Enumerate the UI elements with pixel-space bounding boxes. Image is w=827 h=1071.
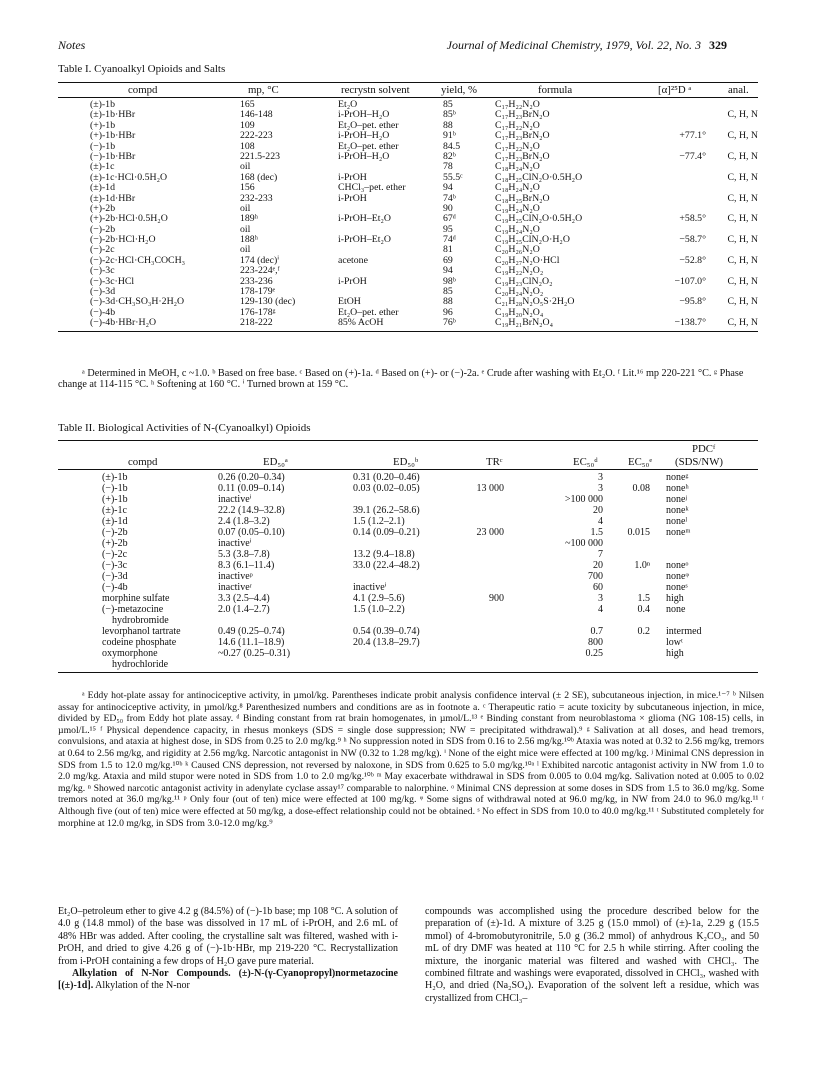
table-cell: C₁₉H₂₄N₂O [495, 223, 540, 235]
table-cell: (+)-1b [102, 494, 128, 505]
table-cell: noneᵒ [666, 560, 689, 571]
table2-header-cell: (SDS/NW) [675, 456, 723, 468]
table-row [58, 604, 758, 615]
table-row [58, 235, 758, 245]
table-cell: (−)-2c [90, 244, 115, 256]
page-number: 329 [709, 38, 727, 52]
table-cell: 0.49 (0.25–0.74) [218, 626, 285, 637]
table-cell: 0.11 (0.09–0.14) [218, 483, 285, 494]
table-row [58, 483, 758, 494]
table-cell: 78 [443, 161, 453, 173]
table-cell: 88 [443, 296, 453, 308]
table-cell: (−)-3c·HCl [90, 275, 135, 287]
table-cell: 67ᵈ [443, 213, 456, 225]
table-cell: 174 (dec)ⁱ [240, 254, 280, 266]
table-cell: noneˢ [666, 582, 688, 593]
table-cell: noneᵏ [666, 505, 689, 516]
table-cell: 33.0 (22.4–48.2) [353, 560, 420, 571]
table-cell: 233-236 [240, 275, 273, 287]
table-cell: C, H, N [727, 130, 758, 142]
table-cell: C₁₈H₂₄N₂O [495, 161, 540, 173]
table-cell: 1.5 [590, 527, 603, 538]
table-cell: (+)-1b [90, 119, 116, 131]
table-row [58, 152, 758, 162]
table-cell: Et₂O–pet. ether [338, 306, 399, 318]
table-cell: 3.3 (2.5–4.4) [218, 593, 270, 604]
table-cell: 94 [443, 265, 453, 277]
table-cell: 91ᵇ [443, 130, 456, 142]
table-cell: 0.03 (0.02–0.05) [353, 483, 420, 494]
table-cell: i-PrOH [338, 275, 367, 287]
table-row [58, 472, 758, 483]
table-cell: (±)-1c [90, 161, 115, 173]
table-cell: 7 [598, 549, 603, 560]
table-cell: 189ʰ [240, 213, 258, 225]
table-cell: noneʰ [666, 483, 689, 494]
body-text: Alkylation of the N-nor [95, 980, 190, 992]
table-cell: 4.1 (2.9–5.6) [353, 593, 405, 604]
table-row [58, 308, 758, 318]
table-cell: −52.8° [679, 254, 706, 266]
table-cell: (−)-3c [90, 265, 115, 277]
table-cell: C₁₉H₂₁BrN₂O₄ [495, 317, 554, 329]
table-cell: 4 [598, 516, 603, 527]
table-cell: (−)-4b [102, 582, 128, 593]
table-cell: 5.3 (3.8–7.8) [218, 549, 270, 560]
table-cell: 1.0ⁿ [634, 560, 650, 571]
table-row [58, 615, 758, 626]
table2-title: Table II. Biological Activities of N-(Cyanoalkyl) Opioids [58, 422, 311, 434]
table-cell: oil [240, 244, 251, 256]
table-cell: C₁₈H₂₅ClN₂O·0.5H₂O [495, 171, 583, 183]
table-cell: (−)-2b [102, 527, 128, 538]
table-cell: 109 [240, 119, 255, 131]
table-cell: C, H, N [727, 254, 758, 266]
journal-name: Journal of Medicinal Chemistry, 1979, Vol. 22, No. 3 [446, 38, 701, 52]
table-cell: (±)-1b [102, 472, 128, 483]
table-cell: −58.7° [679, 234, 706, 246]
table-cell: i-PrOH–H₂O [338, 109, 390, 121]
table-cell: +77.1° [679, 130, 706, 142]
table1-footnote: ᵃ Determined in MeOH, c ~1.0. ᵇ Based on free base. ᶜ Based on (+)-1a. ᵈ Based on (+)- or (−)-2a. ᵉ Crude after washing with Et₂O. ᶠ Lit.¹⁶ mp 220-221 °C. ᵍ Phase change at 114-115 °C. ʰ Softening at 160 °C. ⁱ Turned brown at 159 °C. [58, 368, 744, 390]
table-row [58, 549, 758, 560]
table-cell: 0.54 (0.39–0.74) [353, 626, 420, 637]
table-cell: 900 [489, 593, 504, 604]
table-row [58, 648, 758, 659]
table-cell: C₁₉H₂₅ClN₂O·H₂O [495, 234, 570, 246]
table-cell: (−)-4b [90, 306, 116, 318]
table-row [58, 505, 758, 516]
table-row [58, 560, 758, 571]
table1-header-cell: compd [128, 84, 158, 96]
table-row [58, 637, 758, 648]
table-cell: 20 [593, 505, 603, 516]
table2 [58, 440, 758, 673]
table-cell: i-PrOH [338, 171, 367, 183]
table2-header-cell: TRᶜ [486, 456, 503, 468]
table-row [58, 277, 758, 287]
table-cell: 0.7 [590, 626, 603, 637]
table-cell: 95 [443, 223, 453, 235]
table2-header-cell: PDCᶠ [692, 443, 716, 455]
table-cell: 13 000 [476, 483, 504, 494]
table-cell: C₁₉H₂₀N₂O₄ [495, 306, 544, 318]
table-cell: C₁₇H₂₃BrN₂O [495, 150, 550, 162]
table-row [58, 318, 758, 328]
table-cell: i-PrOH [338, 192, 367, 204]
table-cell: 800 [588, 637, 603, 648]
body-right-column [425, 906, 759, 1005]
table-cell: oil [240, 223, 251, 235]
table-cell: 85 [443, 99, 453, 110]
table1-header-cell: yield, % [441, 84, 477, 96]
table1-body [58, 98, 758, 332]
table-cell: 0.07 (0.05–0.10) [218, 527, 285, 538]
table-cell: C, H, N [727, 192, 758, 204]
table-cell: C, H, N [727, 171, 758, 183]
table-cell: C, H, N [727, 317, 758, 329]
table-row [58, 194, 758, 204]
table-row [58, 100, 758, 110]
table-cell: i-PrOH–H₂O [338, 130, 390, 142]
table-cell: (−)-1b [90, 140, 116, 152]
table-cell: C₁₉H₂₂N₂O₂ [495, 265, 544, 277]
table-cell: C, H, N [727, 109, 758, 121]
table-cell: noneᵍ [666, 472, 689, 483]
table-cell: (−)-3d·CH₃SO₃H·2H₂O [90, 296, 185, 308]
table-cell: (±)-1c [102, 505, 127, 516]
table-cell: 0.14 (0.09–0.21) [353, 527, 420, 538]
table-cell: −107.0° [674, 275, 706, 287]
table2-header-cell: ED₅₀ᵇ [393, 456, 419, 468]
table-cell: 76ᵇ [443, 317, 456, 329]
table-cell: C₁₇H₂₂N₂O [495, 99, 540, 110]
table-cell: 0.2 [637, 626, 650, 637]
table-cell: i-PrOH–Et₂O [338, 234, 391, 246]
table-cell: noneʲ [666, 494, 687, 505]
table-cell: acetone [338, 254, 368, 266]
table-cell: (±)-1d [102, 516, 128, 527]
table-row [58, 110, 758, 120]
table-cell: C₁₇H₂₂N₂O [495, 140, 540, 152]
table-cell: CHCl₃–pet. ether [338, 182, 406, 194]
table-cell: 2.0 (1.4–2.7) [218, 604, 270, 615]
table-cell: 0.26 (0.20–0.34) [218, 472, 285, 483]
table2-header-cell: ED₅₀ᵃ [263, 456, 288, 468]
table-cell: 156 [240, 182, 255, 194]
table-cell: >100 000 [564, 494, 603, 505]
table-cell: high [666, 593, 684, 604]
table-cell: C₁₇H₂₂N₂O [495, 119, 540, 131]
running-header [58, 38, 727, 53]
section-heading: Alkylation of N-Nor Compounds. (±)-N-(γ-Cyanopropyl)normetazocine [(±)-1d]. [58, 968, 398, 992]
table-cell: C₁₉H₂₅ClN₂O·0.5H₂O [495, 213, 583, 225]
table1-header-row [58, 83, 758, 98]
table-cell: 176-178ᵍ [240, 306, 276, 318]
table2-footnote: ᵃ Eddy hot-plate assay for antinociceptive activity, in µmol/kg. Parentheses indicate probit analysis confidence interval (± 2 SE), subcutaneous injection, in mice.¹⁻⁷ ᵇ Nilsen assay for antinociceptive activity, in µmol/kg.⁸ Parenthesized numbers and conditions are as in footnote a. ᶜ Therapeutic ratio = acute toxicity by subcutaneous injection, in mice, divided by ED₅₀ from Eddy hot plate assay. ᵈ Binding constant from rat brain homogenates, in µmol/L.¹³ ᵉ Binding constant from neuroblastoma × glioma (NG 108-15) cells, in µmol/L.¹⁵ ᶠ Physical dependence capacity, in rhesus monkeys (SDS = single dose suppression; NW = precipitated withdrawal).⁹ ᵍ Salivation at all doses, and head tremors, convulsions, and ataxia at highest dose, in SDS from 0.25 to 2.0 mg/kg.⁹ ʰ No suppression noted in SDS from 0.16 to 2.56 mg/kg.¹⁰ᵇ Ataxia was noted at 0.32 to 2.56 mg/kg, tremors at 0.64 to 2.56 mg/kg, and rigidity at 2.56 mg/kg. Narcotic antagonist in NW (0.32 to 1.28 mg/kg). ⁱ None of the eight mice were effected at 100 mg/kg. ʲ Minimal CNS depression in SDS from 1.5 to 12.0 mg/kg.¹⁰ᵇ ᵏ Caused CNS depression, not reversed by naloxone, in SDS from 0.625 to 5.0 mg/kg.¹⁰ᵃ ˡ Exhibited narcotic antagonist activity in NW from 1.0 to 2.0 mg/kg. Ataxia and mild stupor were noted in SDS from 1.0 to 2.0 mg/kg.¹⁰ᵇ ᵐ May exacerbate withdrawal in SDS from 0.005 to 0.04 mg/kg. Salivation noted at 0.005 to 0.02 mg/kg. ⁿ Showed narcotic antagonist activity in adenylate cyclase assay¹⁷ comparable to nalorphine. ᵒ Minimal CNS depression at some doses in SDS from 1.5 to 36.0 mg/kg. Some tremors noted at 36.0 mg/kg.¹¹ ᵖ Only four (out of ten) mice were effected at 100 mg/kg. ᵠ Some signs of withdrawal noted at 96.0 mg/kg, in NW from 24.0 to 96.0 mg/kg.¹¹ ʳ Although five (out of ten) mice were effected at 50 mg/kg, a dose-effect relationship could not be obtained. ˢ No effect in SDS from 10.0 to 40.0 mg/kg.¹¹ ᵗ Substituted completely for morphine at 12.0 mg/kg, in SDS from 3.0-12.0 mg/kg.⁹ [58, 690, 764, 829]
table-cell: (+)-1b·HBr [90, 130, 136, 142]
body-left-column [58, 906, 398, 993]
table-cell: inactiveᵖ [218, 571, 253, 582]
table-row [58, 121, 758, 131]
table2-header-cell: EC₅₀ᵉ [628, 456, 653, 468]
table-cell: 1.5 (1.0–2.2) [353, 604, 405, 615]
table-cell: (−)-1b [102, 483, 128, 494]
body-paragraph: Et₂O–petroleum ether to give 4.2 g (84.5%) of (−)-1b base; mp 108 °C. A solution of 4.0 g (14.8 mmol) of the base was dissolved in 17 mL of i-PrOH, and 2.6 mL of 48% HBr was added. After cooling, the crystalline salt was filtered, washed with i-PrOH, and dried to give 4.26 g of (−)-1b·HBr, mp 219-220 °C. Recrystallization from i-PrOH containing a few drops of H₂O gave pure material. [58, 906, 398, 967]
table-cell: 8.3 (6.1–11.4) [218, 560, 275, 571]
table-row [58, 582, 758, 593]
table-cell: (+)-2b [90, 202, 116, 214]
table-cell: Et₂O [338, 99, 358, 110]
table-cell: 232-233 [240, 192, 273, 204]
table-cell: morphine sulfate [102, 593, 170, 604]
table-row [58, 593, 758, 604]
table-cell: −95.8° [679, 296, 706, 308]
table-cell: (−)-4b·HBr·H₂O [90, 317, 157, 329]
table-cell: 22.2 (14.9–32.8) [218, 505, 285, 516]
table-cell: 69 [443, 254, 453, 266]
table1-title: Table I. Cyanoalkyl Opioids and Salts [58, 63, 226, 75]
table-cell: (−)-1b·HBr [90, 150, 136, 162]
table-cell: 13.2 (9.4–18.8) [353, 549, 415, 560]
table-cell: −77.4° [679, 150, 706, 162]
table-cell: inactiveⁱ [218, 494, 252, 505]
table-cell: (−)-metazocine [102, 604, 164, 615]
table-cell: high [666, 648, 684, 659]
table-cell: (±)-1b·HBr [90, 109, 136, 121]
table-row [58, 527, 758, 538]
table-cell: (±)-1d [90, 182, 115, 194]
table-cell: C₁₇H₂₃BrN₂O [495, 109, 550, 121]
table-row [58, 297, 758, 307]
table-row [58, 183, 758, 193]
table2-header-cell: EC₅₀ᵈ [573, 456, 598, 468]
table-cell: levorphanol tartrate [102, 626, 181, 637]
table-cell: 223-224ᵉ,ᶠ [240, 265, 280, 277]
table-cell: +58.5° [679, 213, 706, 225]
table-cell: 0.4 [637, 604, 650, 615]
table-cell: 221.5-223 [240, 150, 281, 162]
table-cell: C₂₀H₂₆N₂O [495, 244, 540, 256]
table-cell: (±)-1b [90, 99, 115, 110]
table-cell: Et₂O–pet. ether [338, 140, 399, 152]
table-cell: 188ʰ [240, 234, 258, 246]
table-row [58, 659, 758, 670]
table-cell: C, H, N [727, 275, 758, 287]
table-cell: 3 [598, 483, 603, 494]
table-cell: 88 [443, 119, 453, 131]
table-cell: lowᵗ [666, 637, 683, 648]
table-cell: noneˡ [666, 516, 688, 527]
table-cell: (−)-2c·HCl·CH₃COCH₃ [90, 254, 186, 266]
table-cell: 168 (dec) [240, 171, 278, 183]
table-cell: 14.6 (11.1–18.9) [218, 637, 285, 648]
table-cell: −138.7° [674, 317, 706, 329]
table-cell: C₂₀H₂₇N₂O·HCl [495, 254, 560, 266]
table-cell: C, H, N [727, 296, 758, 308]
table-row [58, 494, 758, 505]
table-cell: 20.4 (13.8–29.7) [353, 637, 420, 648]
table-cell: C₁₈H₂₅BrN₂O [495, 192, 550, 204]
table-cell: 1.5 [637, 593, 650, 604]
table-cell: 0.25 [585, 648, 603, 659]
table-cell: 96 [443, 306, 453, 318]
table-cell: (−)-3d [90, 286, 116, 298]
table-cell: (+)-2b·HCl·0.5H₂O [90, 213, 168, 225]
table1-header-cell: recrystn solvent [341, 84, 410, 96]
table-cell: 20 [593, 560, 603, 571]
table-cell: 84.5 [443, 140, 461, 152]
table-cell: 129-130 (dec) [240, 296, 296, 308]
table-cell: 700 [588, 571, 603, 582]
table-cell: inactiveⁱ [218, 538, 252, 549]
table-cell: 0.015 [627, 527, 650, 538]
table-row [58, 131, 758, 141]
table-cell: 55.5ᶜ [443, 171, 463, 183]
table-cell: ~0.27 (0.25–0.31) [218, 648, 291, 659]
table-cell: oxymorphone [102, 648, 158, 659]
table-cell: 4 [598, 604, 603, 615]
table-cell: C, H, N [727, 213, 758, 225]
table-cell: 85% AcOH [338, 317, 384, 329]
table-cell: hydrochloride [112, 659, 169, 670]
table-row [58, 571, 758, 582]
table-cell: i-PrOH–H₂O [338, 150, 390, 162]
table-cell: 74ᵈ [443, 234, 456, 246]
table-cell: 178-179ᵉ [240, 286, 276, 298]
table-cell: 3 [598, 593, 603, 604]
table-cell: oil [240, 161, 251, 173]
table-cell: 108 [240, 140, 255, 152]
table-cell: (±)-1d·HBr [90, 192, 136, 204]
table-cell: 146-148 [240, 109, 273, 121]
table1-header-cell: anal. [728, 84, 749, 96]
table-cell: C₂₀H₂₄N₂O₂ [495, 286, 544, 298]
table-cell: 0.08 [632, 483, 650, 494]
table-cell: (−)-3d [102, 571, 128, 582]
table-cell: C₁₉H₂₄N₂O [495, 202, 540, 214]
table-cell: 165 [240, 99, 255, 110]
table-cell: (−)-2b [90, 223, 116, 235]
table-cell: 74ᵇ [443, 192, 456, 204]
table-cell: none [666, 604, 686, 615]
table-cell: 23 000 [476, 527, 504, 538]
table-cell: ~100 000 [565, 538, 603, 549]
section-label: Notes [58, 38, 86, 52]
table-cell: 94 [443, 182, 453, 194]
table-row [58, 214, 758, 224]
table-cell: 82ᵇ [443, 150, 456, 162]
table-cell: hydrobromide [112, 615, 169, 626]
table-cell: (−)-3c [102, 560, 128, 571]
table-cell: 1.5 (1.2–2.1) [353, 516, 405, 527]
table-cell: 222-223 [240, 130, 273, 142]
journal-citation [447, 38, 727, 53]
table-cell: Et₂O–pet. ether [338, 119, 399, 131]
table-cell: 39.1 (26.2–58.6) [353, 505, 420, 516]
table-cell: (−)-2b·HCl·H₂O [90, 234, 156, 246]
table-cell: (−)-2c [102, 549, 128, 560]
table-cell: inactiveⁱ [353, 582, 387, 593]
table-cell: 60 [593, 582, 603, 593]
table1 [58, 82, 758, 332]
table-cell: C, H, N [727, 234, 758, 246]
table-cell: C₁₇H₂₃BrN₂O [495, 130, 550, 142]
table-cell: i-PrOH–Et₂O [338, 213, 391, 225]
table1-header-cell: formula [538, 84, 573, 96]
table-cell: inactiveʳ [218, 582, 252, 593]
table-cell: (+)-2b [102, 538, 128, 549]
table-row [58, 516, 758, 527]
table-cell: C₁₈H₂₄N₂O [495, 182, 540, 194]
table-cell: (±)-1c·HCl·0.5H₂O [90, 171, 168, 183]
table-cell: 3 [598, 472, 603, 483]
table-cell: codeine phosphate [102, 637, 177, 648]
table-cell: C, H, N [727, 150, 758, 162]
table1-header-cell: [α]²⁵D ᵃ [658, 84, 692, 96]
table-cell: noneᵠ [666, 571, 689, 582]
table-cell: 218-222 [240, 317, 273, 329]
table-row [58, 266, 758, 276]
table-row [58, 142, 758, 152]
table-cell: 81 [443, 244, 453, 256]
table2-body [58, 470, 758, 673]
table-cell: C₂₁H₂₈N₂O₅S·2H₂O [495, 296, 575, 308]
table-cell: 98ᵇ [443, 275, 456, 287]
table1-header-cell: mp, °C [248, 84, 279, 96]
table-row [58, 173, 758, 183]
table-row [58, 538, 758, 549]
table-cell: 2.4 (1.8–3.2) [218, 516, 270, 527]
table-row [58, 225, 758, 235]
table-row [58, 626, 758, 637]
table-cell: noneᵐ [666, 527, 691, 538]
body-paragraph: compounds was accomplished using the procedure described below for the preparation of (±)-1d. A mixture of 3.25 g (15.0 mmol) of (±)-1a, 2.29 g (15.5 mmol) of 4-bromobutyronitrile, 5.0 g (36.2 mmol) of anhydrous K₂CO₃, and 50 mL of dry DMF was heated at 110 °C for 2.5 h while stirring. After cooling the mixture, the inorganic material was filtered and washed with CHCl₃. The combined filtrate and washings were evaporated, dissolved in CHCl₃, washed with H₂O, and dried (Na₂SO₄). Evaporation of the solvent left a residue, which was crystallized from CHCl₃– [425, 906, 759, 1004]
table-row [58, 256, 758, 266]
table2-header-cell: compd [128, 456, 158, 468]
table2-header-row [58, 441, 758, 470]
table-cell: oil [240, 202, 251, 214]
table-cell: intermed [666, 626, 702, 637]
table-cell: C₁₉H₂₃ClN₂O₂ [495, 275, 553, 287]
table-cell: EtOH [338, 296, 361, 308]
body-paragraph [58, 968, 398, 993]
table-cell: 85 [443, 286, 453, 298]
table-cell: 0.31 (0.20–0.46) [353, 472, 420, 483]
table-cell: 85ᵇ [443, 109, 456, 121]
table-cell: 90 [443, 202, 453, 214]
